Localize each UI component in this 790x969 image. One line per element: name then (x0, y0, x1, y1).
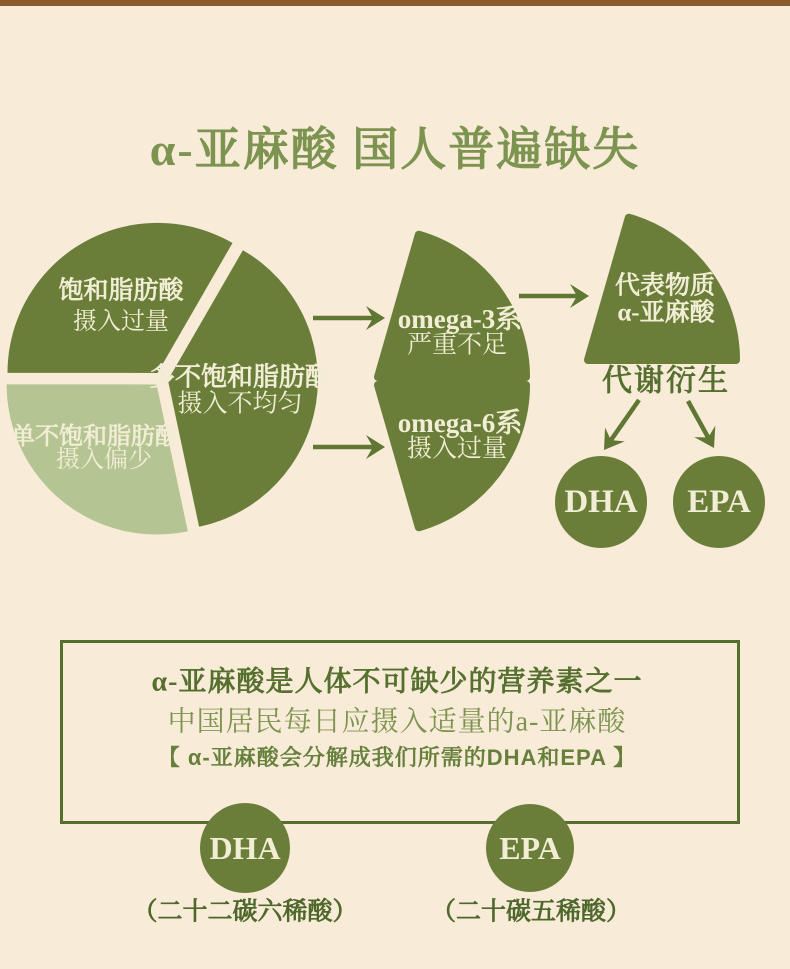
epa-bottom-text: EPA (499, 829, 561, 866)
slice-monounsaturated-label: 单不饱和脂肪酸 (11, 423, 179, 450)
epa-full-name: （二十碳五稀酸） (430, 898, 632, 926)
info-box-line2: 中国居民每日应摄入适量的a-亚麻酸 (167, 706, 627, 738)
dha-bottom-circle (200, 803, 290, 893)
omega3-sublabel: 严重不足 (406, 331, 508, 359)
dha-circle (555, 456, 647, 548)
page-title: α-亚麻酸 国人普遍缺失 (149, 124, 641, 175)
epa-text: EPA (687, 483, 751, 520)
slice-saturated-sublabel: 摄入过量 (73, 308, 169, 335)
result-wedge-label: 代表物质 (614, 272, 716, 300)
slice-polyunsaturated-sublabel: 摄入不均匀 (177, 390, 303, 418)
omega3-label: omega-3系 (397, 304, 523, 335)
slice-polyunsaturated-label: 多不饱和脂肪酸 (148, 362, 332, 392)
epa-bottom-circle (486, 804, 574, 892)
omega6-sublabel: 摄入过量 (406, 435, 508, 463)
epa-circle (673, 456, 765, 548)
omega6-label: omega-6系 (397, 408, 523, 439)
metabolic-derivation-label: 代谢衍生 (602, 364, 730, 398)
dha-full-name: （二十二碳六稀酸） (132, 898, 358, 926)
info-box-line1: α-亚麻酸是人体不可缺少的营养素之一 (151, 666, 643, 698)
result-wedge-sublabel: α-亚麻酸 (617, 299, 715, 327)
dha-text: DHA (564, 483, 638, 520)
slice-saturated-label: 饱和脂肪酸 (58, 277, 184, 305)
info-box-line3: 【 α-亚麻酸会分解成我们所需的DHA和EPA 】 (157, 744, 637, 770)
dha-bottom-text: DHA (209, 829, 281, 866)
slice-monounsaturated-sublabel: 摄入偏少 (56, 446, 152, 473)
